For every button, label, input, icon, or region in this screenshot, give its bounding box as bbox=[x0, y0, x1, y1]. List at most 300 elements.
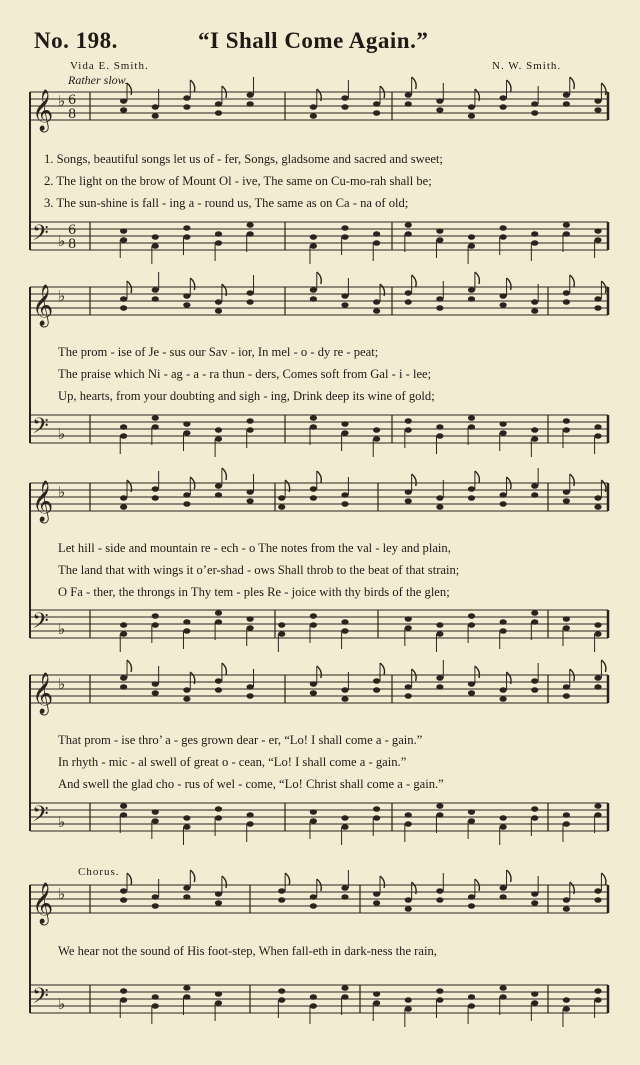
notehead bbox=[436, 631, 443, 637]
lyric-line: And swell the glad cho - rus of wel - come, “Lo! Christ shall come a - gain.” bbox=[58, 777, 444, 791]
notehead bbox=[468, 690, 475, 696]
notehead bbox=[152, 690, 159, 696]
notehead bbox=[500, 492, 507, 498]
notehead bbox=[247, 427, 254, 433]
notehead bbox=[563, 222, 570, 228]
notehead bbox=[531, 891, 538, 897]
flat-icon: ♭ bbox=[58, 995, 66, 1013]
notehead bbox=[247, 418, 254, 424]
notehead bbox=[152, 681, 159, 687]
notehead bbox=[152, 234, 159, 240]
notehead bbox=[120, 803, 127, 809]
notehead bbox=[341, 302, 348, 308]
lyric-line: O Fa - ther, the throngs in Thy tem - ples Re - joice with thy birds of the glen; bbox=[58, 585, 450, 599]
notehead bbox=[563, 101, 570, 107]
note-flag bbox=[412, 77, 417, 89]
notehead bbox=[563, 418, 570, 424]
notehead bbox=[183, 501, 190, 507]
notehead bbox=[436, 296, 443, 302]
note-flag bbox=[601, 83, 606, 95]
notehead bbox=[215, 483, 222, 489]
note-flag bbox=[317, 272, 322, 284]
notehead bbox=[373, 427, 380, 433]
notehead bbox=[183, 628, 190, 634]
notehead bbox=[468, 495, 475, 501]
lyric-line: The land that with wings it o’er-shad - ows Shall throb to the beat of that strain; bbox=[58, 563, 460, 577]
notehead bbox=[215, 299, 222, 305]
notehead bbox=[247, 101, 254, 107]
note-flag bbox=[380, 663, 385, 675]
notehead bbox=[594, 107, 601, 113]
notehead bbox=[405, 997, 412, 1003]
notehead bbox=[594, 296, 601, 302]
tempo-marking: Rather slow. bbox=[68, 73, 128, 87]
notehead bbox=[120, 622, 127, 628]
notehead bbox=[215, 240, 222, 246]
notehead bbox=[310, 243, 317, 249]
notehead bbox=[531, 436, 538, 442]
notehead bbox=[341, 293, 348, 299]
notehead bbox=[120, 424, 127, 430]
notehead bbox=[500, 894, 507, 900]
notehead bbox=[405, 1006, 412, 1012]
notehead bbox=[500, 95, 507, 101]
notehead bbox=[531, 1000, 538, 1006]
notehead bbox=[310, 613, 317, 619]
notehead bbox=[310, 690, 317, 696]
notehead bbox=[341, 628, 348, 634]
notehead bbox=[247, 684, 254, 690]
notehead bbox=[531, 240, 538, 246]
notehead bbox=[531, 427, 538, 433]
notehead bbox=[278, 997, 285, 1003]
lyric-line: Up, hearts, from your doubting and sigh - ing, Drink deep its wine of gold; bbox=[58, 389, 435, 403]
notehead bbox=[405, 812, 412, 818]
flat-icon: ♭ bbox=[58, 92, 66, 110]
notehead bbox=[152, 287, 159, 293]
lyric-line: 2. The light on the brow of Mount Ol - ive, The same on Cu-mo-rah shall be; bbox=[44, 174, 432, 188]
lyric-line: The prom - ise of Je - sus our Sav - ior, In mel - o - dy re - peat; bbox=[58, 345, 379, 359]
notehead bbox=[152, 1003, 159, 1009]
note-flag bbox=[127, 83, 131, 95]
notehead bbox=[405, 821, 412, 827]
notehead bbox=[563, 427, 570, 433]
notehead bbox=[120, 107, 127, 113]
notehead bbox=[468, 894, 475, 900]
notehead bbox=[436, 997, 443, 1003]
notehead bbox=[594, 803, 601, 809]
notehead bbox=[215, 308, 222, 314]
notehead bbox=[563, 897, 570, 903]
notehead bbox=[278, 495, 285, 501]
treble-clef-icon: 𝄞 bbox=[32, 481, 54, 522]
notehead bbox=[152, 296, 159, 302]
notehead bbox=[310, 234, 317, 240]
notehead bbox=[405, 299, 412, 305]
notehead bbox=[341, 985, 348, 991]
notehead bbox=[310, 818, 317, 824]
notehead bbox=[405, 684, 412, 690]
notehead bbox=[120, 684, 127, 690]
notehead bbox=[436, 988, 443, 994]
notehead bbox=[405, 906, 412, 912]
bass-clef-icon: 𝄢 bbox=[32, 609, 49, 639]
notehead bbox=[152, 495, 159, 501]
notehead bbox=[373, 678, 380, 684]
notehead bbox=[215, 806, 222, 812]
notehead bbox=[341, 619, 348, 625]
notehead bbox=[594, 622, 601, 628]
lyric-line: The praise which Ni - ag - a - ra thun - ders, Comes soft from Gal - i - lee; bbox=[58, 367, 432, 381]
notehead bbox=[215, 678, 222, 684]
notehead bbox=[468, 415, 475, 421]
notehead bbox=[215, 1000, 222, 1006]
notehead bbox=[500, 234, 507, 240]
notehead bbox=[468, 613, 475, 619]
notehead bbox=[594, 812, 601, 818]
note-flag bbox=[570, 77, 575, 89]
notehead bbox=[563, 684, 570, 690]
notehead bbox=[341, 104, 348, 110]
notehead bbox=[373, 891, 380, 897]
notehead bbox=[500, 824, 507, 830]
notehead bbox=[436, 424, 443, 430]
notehead bbox=[436, 237, 443, 243]
notehead bbox=[120, 495, 127, 501]
notehead bbox=[310, 113, 317, 119]
notehead bbox=[531, 101, 538, 107]
note-flag bbox=[570, 275, 575, 287]
notehead bbox=[341, 492, 348, 498]
notehead bbox=[152, 622, 159, 628]
notehead bbox=[500, 696, 507, 702]
notehead bbox=[341, 430, 348, 436]
notehead bbox=[468, 903, 475, 909]
notehead bbox=[594, 98, 601, 104]
notehead bbox=[183, 293, 190, 299]
notehead bbox=[594, 433, 601, 439]
notehead bbox=[215, 619, 222, 625]
notehead bbox=[183, 824, 190, 830]
notehead bbox=[183, 421, 190, 427]
notehead bbox=[373, 806, 380, 812]
notehead bbox=[310, 681, 317, 687]
bass-clef-icon: 𝄢 bbox=[32, 221, 49, 251]
note-flag bbox=[475, 272, 480, 284]
notehead bbox=[120, 237, 127, 243]
treble-clef-icon: 𝄞 bbox=[32, 90, 54, 131]
notehead bbox=[405, 418, 412, 424]
notehead bbox=[531, 299, 538, 305]
notehead bbox=[563, 997, 570, 1003]
note-flag bbox=[222, 468, 227, 480]
notehead bbox=[341, 815, 348, 821]
lyric-line: 1. Songs, beautiful songs let us of - fer, Songs, gladsome and sacred and sweet; bbox=[44, 152, 443, 166]
notehead bbox=[531, 110, 538, 116]
notehead bbox=[531, 991, 538, 997]
notehead bbox=[341, 824, 348, 830]
notehead bbox=[341, 894, 348, 900]
notehead bbox=[405, 231, 412, 237]
notehead bbox=[183, 894, 190, 900]
notehead bbox=[468, 104, 475, 110]
flat-icon: ♭ bbox=[58, 620, 66, 638]
notehead bbox=[341, 95, 348, 101]
notehead bbox=[310, 415, 317, 421]
notehead bbox=[594, 228, 601, 234]
hymn-title: “I Shall Come Again.” bbox=[198, 28, 429, 53]
notehead bbox=[405, 693, 412, 699]
notehead bbox=[531, 483, 538, 489]
note-flag bbox=[222, 876, 227, 888]
bass-clef-icon: 𝄢 bbox=[32, 984, 49, 1014]
notehead bbox=[500, 501, 507, 507]
flat-icon: ♭ bbox=[58, 425, 66, 443]
notehead bbox=[436, 495, 443, 501]
notehead bbox=[341, 501, 348, 507]
notehead bbox=[215, 815, 222, 821]
notehead bbox=[183, 815, 190, 821]
note-flag bbox=[507, 278, 512, 290]
notehead bbox=[152, 903, 159, 909]
flat-icon: ♭ bbox=[58, 885, 66, 903]
notehead bbox=[310, 994, 317, 1000]
notehead bbox=[468, 622, 475, 628]
notehead bbox=[183, 225, 190, 231]
notehead bbox=[373, 101, 380, 107]
notehead bbox=[215, 687, 222, 693]
notehead bbox=[120, 631, 127, 637]
notehead bbox=[563, 616, 570, 622]
notehead bbox=[120, 305, 127, 311]
notehead bbox=[120, 98, 127, 104]
words-credit: Vida E. Smith. bbox=[70, 60, 149, 72]
note-flag bbox=[127, 660, 131, 672]
notehead bbox=[183, 687, 190, 693]
notehead bbox=[183, 619, 190, 625]
note-flag bbox=[317, 666, 322, 678]
music-credit: N. W. Smith. bbox=[492, 60, 562, 72]
note-flag bbox=[507, 870, 512, 882]
note-flag bbox=[190, 80, 195, 92]
chorus-label: Chorus. bbox=[78, 866, 120, 878]
notehead bbox=[373, 991, 380, 997]
notehead bbox=[120, 888, 127, 894]
note-flag bbox=[317, 471, 322, 483]
notehead bbox=[278, 622, 285, 628]
flat-icon: ♭ bbox=[58, 232, 66, 250]
notehead bbox=[247, 92, 254, 98]
notehead bbox=[215, 991, 222, 997]
notehead bbox=[310, 622, 317, 628]
note-flag bbox=[190, 870, 195, 882]
note-flag bbox=[475, 471, 480, 483]
notehead bbox=[247, 489, 254, 495]
notehead bbox=[531, 815, 538, 821]
notehead bbox=[468, 296, 475, 302]
notehead bbox=[436, 888, 443, 894]
notehead bbox=[373, 110, 380, 116]
notehead bbox=[215, 110, 222, 116]
notehead bbox=[152, 113, 159, 119]
bass-clef-icon: 𝄢 bbox=[32, 802, 49, 832]
note-flag bbox=[285, 873, 290, 885]
notehead bbox=[468, 243, 475, 249]
time-signature-bottom: 8 bbox=[68, 107, 77, 122]
notehead bbox=[310, 486, 317, 492]
notehead bbox=[594, 684, 601, 690]
notehead bbox=[373, 231, 380, 237]
notehead bbox=[310, 894, 317, 900]
note-flag bbox=[412, 275, 417, 287]
notehead bbox=[500, 885, 507, 891]
notehead bbox=[468, 424, 475, 430]
notehead bbox=[278, 897, 285, 903]
notehead bbox=[563, 290, 570, 296]
notehead bbox=[436, 433, 443, 439]
notehead bbox=[500, 994, 507, 1000]
notehead bbox=[405, 498, 412, 504]
notehead bbox=[310, 809, 317, 815]
time-signature-top: 6 bbox=[68, 223, 77, 238]
notehead bbox=[341, 885, 348, 891]
notehead bbox=[563, 625, 570, 631]
notehead bbox=[594, 988, 601, 994]
notehead bbox=[152, 243, 159, 249]
notehead bbox=[247, 625, 254, 631]
note-flag bbox=[601, 873, 606, 885]
notehead bbox=[468, 1003, 475, 1009]
notehead bbox=[563, 812, 570, 818]
notehead bbox=[215, 492, 222, 498]
notehead bbox=[531, 900, 538, 906]
notehead bbox=[278, 504, 285, 510]
notehead bbox=[500, 302, 507, 308]
notehead bbox=[563, 299, 570, 305]
flat-icon: ♭ bbox=[58, 813, 66, 831]
notehead bbox=[183, 104, 190, 110]
notehead bbox=[594, 997, 601, 1003]
notehead bbox=[373, 687, 380, 693]
notehead bbox=[436, 812, 443, 818]
notehead bbox=[152, 104, 159, 110]
notehead bbox=[152, 818, 159, 824]
notehead bbox=[468, 681, 475, 687]
notehead bbox=[594, 888, 601, 894]
time-signature-bottom: 8 bbox=[68, 237, 77, 252]
notehead bbox=[247, 498, 254, 504]
notehead bbox=[341, 234, 348, 240]
notehead bbox=[563, 821, 570, 827]
notehead bbox=[373, 240, 380, 246]
notehead bbox=[500, 687, 507, 693]
notehead bbox=[594, 237, 601, 243]
lyric-line: In rhyth - mic - al swell of great o - cean, “Lo! I shall come a - gain.” bbox=[58, 755, 407, 769]
notehead bbox=[152, 424, 159, 430]
notehead bbox=[183, 492, 190, 498]
notehead bbox=[531, 308, 538, 314]
notehead bbox=[373, 436, 380, 442]
notehead bbox=[563, 693, 570, 699]
notehead bbox=[120, 812, 127, 818]
lyric-line: We hear not the sound of His foot-step, When fall-eth in dark-ness the rain, bbox=[58, 944, 437, 958]
notehead bbox=[120, 433, 127, 439]
notehead bbox=[436, 228, 443, 234]
notehead bbox=[120, 997, 127, 1003]
notehead bbox=[405, 897, 412, 903]
notehead bbox=[468, 818, 475, 824]
notehead bbox=[247, 693, 254, 699]
notehead bbox=[436, 622, 443, 628]
notehead bbox=[500, 104, 507, 110]
lyric-line: Let hill - side and mountain re - ech - o The notes from the val - ley and plain, bbox=[58, 541, 451, 555]
flat-icon: ♭ bbox=[58, 675, 66, 693]
notehead bbox=[310, 424, 317, 430]
notehead bbox=[215, 900, 222, 906]
notehead bbox=[436, 107, 443, 113]
treble-clef-icon: 𝄞 bbox=[32, 883, 54, 924]
notehead bbox=[373, 308, 380, 314]
note-flag bbox=[570, 474, 575, 486]
notehead bbox=[531, 806, 538, 812]
notehead bbox=[341, 994, 348, 1000]
notehead bbox=[436, 803, 443, 809]
notehead bbox=[405, 290, 412, 296]
notehead bbox=[563, 231, 570, 237]
notehead bbox=[405, 616, 412, 622]
note-flag bbox=[601, 660, 606, 672]
lyric-line: 3. The sun-shine is fall - ing a - round us, The same as on Ca - na of old; bbox=[44, 196, 409, 210]
notehead bbox=[341, 687, 348, 693]
notehead bbox=[594, 675, 601, 681]
notehead bbox=[436, 897, 443, 903]
notehead bbox=[152, 613, 159, 619]
notehead bbox=[215, 231, 222, 237]
notehead bbox=[594, 305, 601, 311]
notehead bbox=[215, 101, 222, 107]
notehead bbox=[500, 293, 507, 299]
notehead bbox=[468, 287, 475, 293]
notehead bbox=[500, 619, 507, 625]
notehead bbox=[120, 988, 127, 994]
note-flag bbox=[412, 474, 417, 486]
notehead bbox=[120, 296, 127, 302]
notehead bbox=[183, 885, 190, 891]
notehead bbox=[436, 684, 443, 690]
notehead bbox=[436, 675, 443, 681]
notehead bbox=[373, 1000, 380, 1006]
notehead bbox=[341, 421, 348, 427]
treble-clef-icon: 𝄞 bbox=[32, 285, 54, 326]
notehead bbox=[120, 897, 127, 903]
notehead bbox=[563, 1006, 570, 1012]
notehead bbox=[247, 616, 254, 622]
notehead bbox=[152, 894, 159, 900]
notehead bbox=[310, 1003, 317, 1009]
notehead bbox=[120, 228, 127, 234]
notehead bbox=[183, 696, 190, 702]
notehead bbox=[152, 415, 159, 421]
notehead bbox=[531, 678, 538, 684]
notehead bbox=[405, 222, 412, 228]
notehead bbox=[373, 900, 380, 906]
notehead bbox=[152, 809, 159, 815]
notehead bbox=[468, 994, 475, 1000]
notehead bbox=[594, 495, 601, 501]
notehead bbox=[183, 302, 190, 308]
notehead bbox=[500, 421, 507, 427]
treble-clef-icon: 𝄞 bbox=[32, 673, 54, 714]
